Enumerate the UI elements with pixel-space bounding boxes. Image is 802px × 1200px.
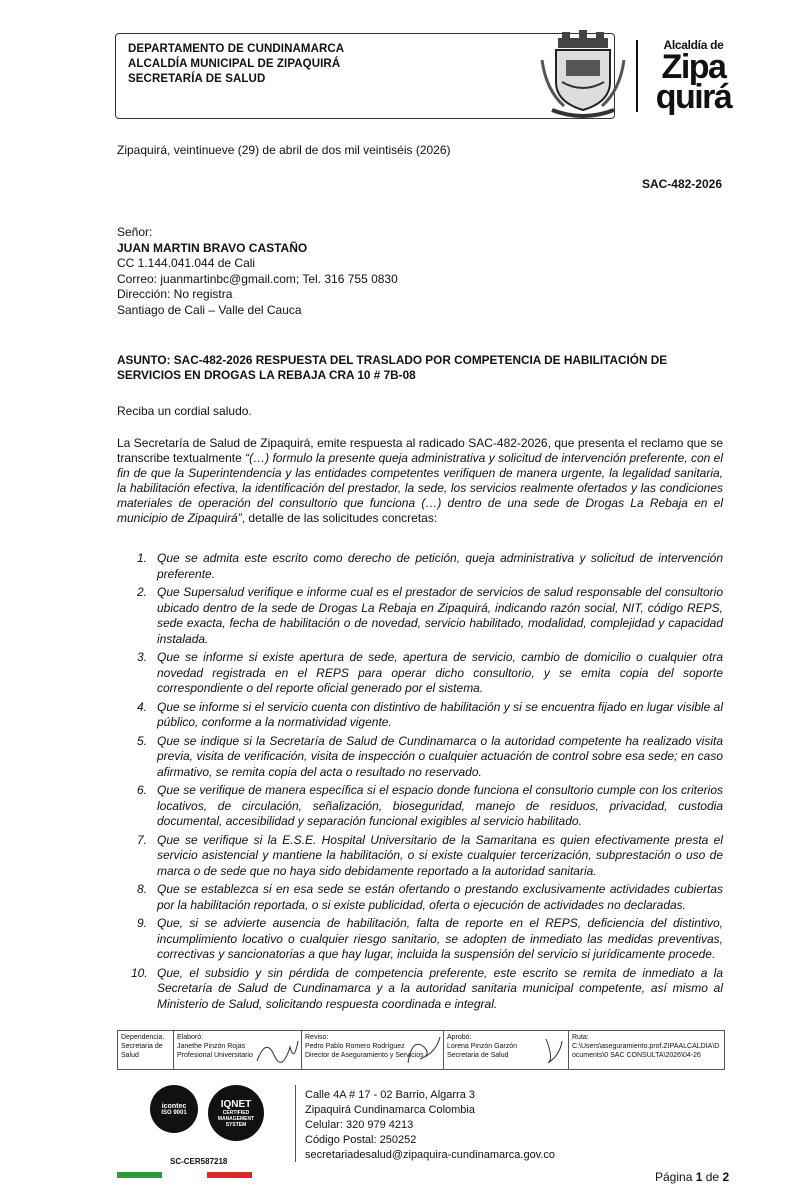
department-name: DEPARTAMENTO DE CUNDINAMARCA bbox=[128, 43, 345, 55]
secretariat-name: SECRETARÍA DE SALUD bbox=[128, 73, 266, 85]
logo-divider bbox=[636, 40, 638, 112]
address-phone: Celular: 320 979 4213 bbox=[305, 1119, 414, 1131]
aprobo-label: Aprobó: bbox=[447, 1034, 472, 1041]
elaboro-role: Profesional Universitario bbox=[177, 1052, 253, 1059]
request-item bbox=[117, 734, 723, 781]
cell-reviso bbox=[302, 1031, 444, 1069]
address-email: secretariadesalud@zipaquira-cundinamarca.gov.co bbox=[305, 1149, 556, 1161]
contact-address bbox=[305, 1088, 555, 1163]
elaboro-label: Elaboró: bbox=[177, 1034, 204, 1041]
intro-paragraph bbox=[117, 436, 723, 526]
page-current: 1 bbox=[695, 1170, 703, 1184]
page-number bbox=[655, 1170, 729, 1184]
dependencia-value: Secretaria de Salud bbox=[121, 1043, 163, 1059]
address-street: Calle 4A # 17 - 02 Barrio, Algarra 3 bbox=[305, 1089, 475, 1101]
request-text: Que Supersalud verifique e informe cual es el prestador de servicios de salud responsable del consultorio ubicado dentro de la sede de Drogas La Rebaja en Zipaquirá, indicando razón social, NIT, código REPS, sede exacta, fecha de habilitación o de novedad, servicio habilitado, modalidad, complejidad y capacidad instalada. bbox=[157, 585, 723, 646]
recipient-city: Santiago de Cali – Valle del Cauca bbox=[117, 302, 302, 317]
request-text: Que se admita este escrito como derecho de petición, queja administrativa y solicitud de intervención preferente. bbox=[157, 551, 723, 581]
request-text: Que, el subsidio y sin pérdida de competencia preferente, este escrito se remita de inmediato a la Secretaría de Salud de Cundinamarca y a la autoridad sanitaria municipal competente, así mismo al Ministerio de Salud, solicitando respuesta coordinada e integral. bbox=[157, 965, 723, 1011]
iqnet-label: IQNET bbox=[220, 1098, 252, 1110]
request-text: Que se informe si existe apertura de sede, apertura de servicio, cambio de domicilio o cualquier otra novedad registrada en el REPS para operar dicho consultorio, y se emita copia del soporte correspondiente o del reporte oficial generado por el sistema. bbox=[157, 650, 723, 695]
date-line: Zipaquirá, veintinueve (29) de abril de dos mil veintiséis (2026) bbox=[117, 143, 451, 157]
recipient-id: CC 1.144.041.044 de Cali bbox=[117, 256, 256, 270]
recipient-address: Dirección: No registra bbox=[117, 287, 233, 301]
cell-dependencia bbox=[118, 1031, 174, 1069]
icontec-icon bbox=[150, 1085, 198, 1133]
ruta-label: Ruta: bbox=[572, 1034, 589, 1041]
request-item bbox=[117, 551, 723, 582]
intro-part-1: La Secretaría de Salud de Zipaquirá, emite respuesta al radicado SAC-482-2026, que presenta el reclamo que se transcribe textualmente bbox=[117, 436, 723, 465]
request-number: 6. bbox=[137, 783, 148, 797]
request-number: 8. bbox=[137, 882, 148, 896]
reviso-label: Reviso: bbox=[305, 1034, 329, 1041]
cell-aprobo bbox=[444, 1031, 569, 1069]
request-text: Que se verifique de manera específica si el espacio donde funciona el consultorio cumple con los criterios locativos, de circulación, señalización, bioseguridad, manejo de residuos, privacidad, custodia documental, accesibilidad y separación funcional exigibles al servicio habilitado. bbox=[157, 783, 723, 828]
coat-of-arms-icon bbox=[538, 30, 628, 118]
iso-label: ISO 9001 bbox=[161, 1109, 187, 1116]
elaboro-name: Janethe Pinzón Rojas bbox=[177, 1043, 246, 1050]
request-item bbox=[117, 783, 723, 830]
aprobo-name: Lorena Pinzón Garzón bbox=[447, 1043, 518, 1050]
flag-green bbox=[117, 1172, 162, 1178]
page-of: de bbox=[705, 1170, 720, 1184]
subject-line: ASUNTO: SAC-482-2026 RESPUESTA DEL TRASLADO POR COMPETENCIA DE HABILITACIÓN DE SERVICIOS EN DROGAS LA REBAJA CRA 10 # 7B-08 bbox=[117, 353, 668, 382]
requests-list bbox=[117, 551, 723, 1015]
recipient-contact: Correo: juanmartinbc@gmail.com; Tel. 316 755 0830 bbox=[117, 271, 398, 286]
recipient-name: JUAN MARTIN BRAVO CASTAÑO bbox=[117, 240, 308, 255]
request-item bbox=[117, 882, 723, 913]
iqnet-icon bbox=[208, 1085, 264, 1141]
request-number: 3. bbox=[137, 650, 148, 664]
request-item bbox=[117, 966, 723, 1013]
flag-white bbox=[162, 1172, 207, 1178]
brand-word-1: Zipa bbox=[661, 48, 726, 86]
recipient-block bbox=[117, 225, 398, 318]
municipality-name: ALCALDÍA MUNICIPAL DE ZIPAQUIRÁ bbox=[128, 58, 341, 70]
flag-red bbox=[207, 1172, 252, 1178]
signature-elaboro bbox=[254, 1035, 299, 1067]
greeting: Reciba un cordial saludo. bbox=[117, 404, 252, 418]
request-number: 1. bbox=[137, 551, 148, 565]
reviso-role: Director de Aseguramiento y Servicios bbox=[305, 1052, 424, 1059]
certification-logos bbox=[150, 1085, 276, 1157]
approval-table bbox=[117, 1030, 725, 1070]
intro-part-2: , detalle de las solicitudes concretas: bbox=[241, 511, 438, 525]
cell-ruta bbox=[569, 1031, 724, 1069]
request-number: 5. bbox=[137, 733, 148, 748]
footer-divider bbox=[295, 1085, 296, 1162]
aprobo-role: Secretaria de Salud bbox=[447, 1052, 509, 1059]
request-text: Que se establezca si en esa sede se están ofertando o prestando exclusivamente actividades cubiertas por la habilitación reportada, o si existe publicidad, oferta o ejecución de actividades no declaradas. bbox=[157, 882, 723, 912]
request-number: 10. bbox=[131, 965, 148, 980]
brand-word-2: quirá bbox=[655, 78, 732, 116]
request-item bbox=[117, 585, 723, 647]
address-city: Zipaquirá Cundinamarca Colombia bbox=[305, 1104, 475, 1116]
request-number: 4. bbox=[137, 699, 148, 714]
page-label: Página bbox=[655, 1170, 693, 1184]
certificate-code: SC-CER587218 bbox=[170, 1157, 228, 1166]
brand-caption: Alcaldía de bbox=[663, 38, 724, 52]
request-number: 9. bbox=[137, 916, 148, 930]
request-text: Que se indique si la Secretaría de Salud de Cundinamarca o la autoridad competente ha realizado visita previa, visita de verificación, visita de inspección o cualquier actuación de control sobre esa sede; en caso afirmativo, se remita copia del acta o resultado no reservado. bbox=[157, 733, 723, 779]
icontec-label: icontec bbox=[161, 1102, 187, 1110]
iqnet-sub-label: CERTIFIED MANAGEMENT SYSTEM bbox=[217, 1109, 255, 1128]
signature-reviso bbox=[402, 1033, 442, 1067]
reviso-name: Pedro Pablo Romero Rodríguez bbox=[305, 1043, 405, 1050]
request-text: Que se informe si el servicio cuenta con distintivo de habilitación y si se encuentra fijado en lugar visible al público, conforme a la normatividad vigente. bbox=[157, 699, 723, 729]
dependencia-label: Dependencia. bbox=[121, 1034, 165, 1041]
request-item bbox=[117, 700, 723, 731]
cell-elaboro bbox=[174, 1031, 302, 1069]
signature-aprobo bbox=[540, 1035, 566, 1065]
intro-quote: “(…) formulo la presente queja administrativa y solicitud de intervención preferente, con el fin de que la Superintendencia y las entidades competentes verifiquen de manera urgente, la legalidad sanitaria, la habilitación efectiva, la identificación del prestador, la sede, los servicios realmente ofertados y las condiciones materiales de operación del consultorio que funciona (…) dentro de una sede de Drogas La Rebaja en el municipio de Zipaquirá” bbox=[117, 451, 724, 525]
ruta-value: C:\Users\aseguramiento.prof.ZIPAALCALDIA\Documents\0 SAC CONSULTA\2026\04-26 bbox=[572, 1043, 720, 1059]
request-item bbox=[117, 650, 723, 697]
request-number: 7. bbox=[137, 832, 148, 847]
request-item bbox=[117, 916, 723, 963]
reference-number: SAC-482-2026 bbox=[641, 177, 722, 191]
alcaldia-logo bbox=[646, 38, 741, 114]
salutation: Señor: bbox=[117, 225, 153, 239]
request-text: Que se verifique si la E.S.E. Hospital Universitario de la Samaritana es quien efectivamente presta el servicio asistencial y mantiene la habilitación, o si existe cualquier tercerización, subprestación o uso de marca o de sede que no haya sido debidamente reportado a la autoridad sanitaria. bbox=[157, 832, 723, 878]
address-postal: Código Postal: 250252 bbox=[305, 1134, 417, 1146]
request-text: Que, si se advierte ausencia de habilitación, falta de reporte en el REPS, deficiencia del distintivo, incumplimiento locativo o cualquier riesgo sanitario, se adopten de inmediato las medidas preventivas, correctivas y sancionatorias a que hay lugar, incluida la suspensión del servicio si jurídicamente procede. bbox=[157, 916, 723, 961]
flag-stripe bbox=[117, 1172, 252, 1178]
request-item bbox=[117, 833, 723, 880]
request-number: 2. bbox=[137, 585, 148, 599]
page-total: 2 bbox=[722, 1170, 730, 1184]
